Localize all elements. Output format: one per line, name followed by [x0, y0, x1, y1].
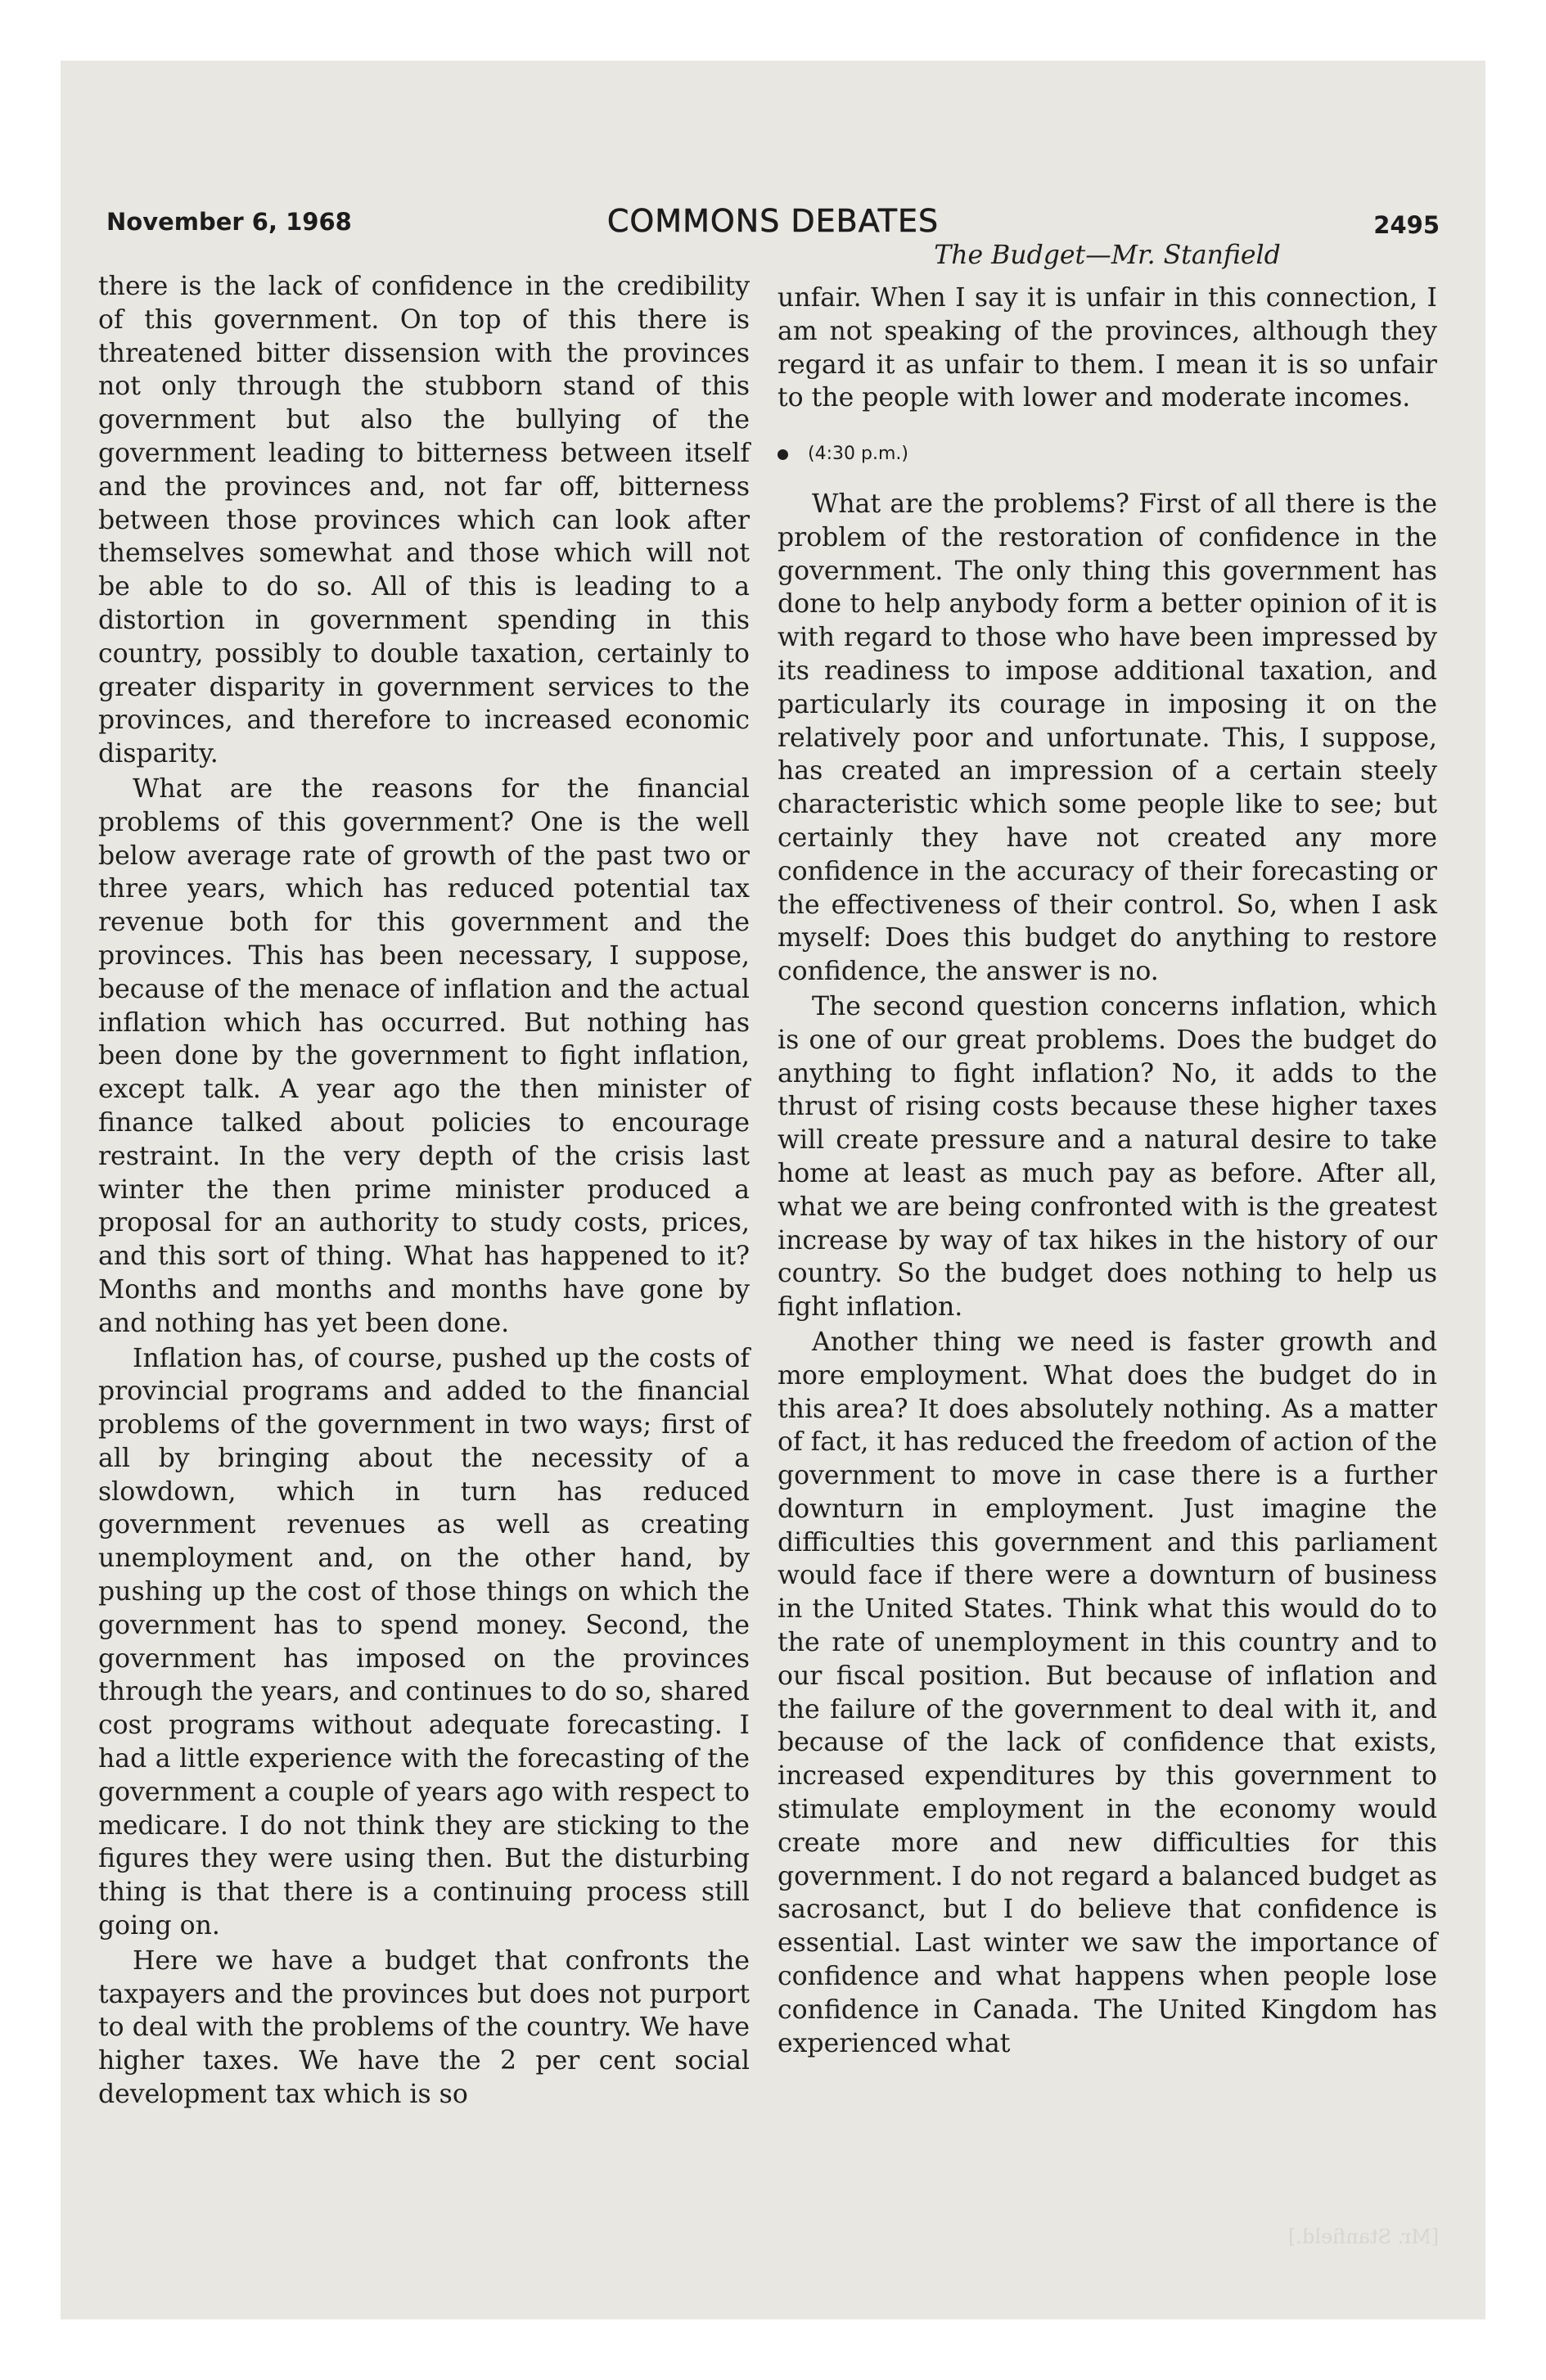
- paragraph: Here we have a budget that confronts the taxpayers and the provinces but does not purport to deal with the problems of the country. We have higher taxes. We have the 2 per cent social development tax which is so: [98, 1945, 750, 2110]
- page-header: [106, 203, 1440, 241]
- timestamp-text: (4:30 p.m.): [808, 444, 908, 465]
- paragraph: there is the lack of confidence in the credibility of this government. On top of this there is threatened bitter dissension with the provinces not only through the stubborn stand of this government but also the bullying of the government leading to bitterness between itself and the provinces and, not far off, bitterness between those provinces which can look after themselves somewhat and those which will not be able to do so. All of this is leading to a distortion in government spending in this country, possibly to double taxation, certainly to greater disparity in government services to the provinces, and therefore to increased economic disparity.: [98, 272, 750, 769]
- paragraph: What are the reasons for the financial problems of this government? One is the well below average rate of growth of the past two or three years, which has reduced potential tax revenue both for this government and the provinces. This has been necessary, I suppose, because of the menace of inflation and the actual inflation which has occurred. But nothing has been done by the government to fight inflation, except talk. A year ago the then minister of finance talked about policies to encourage restraint. In the very depth of the crisis last winter the then prime minister produced a proposal for an authority to study costs, prices, and this sort of thing. What has happened to it? Months and months and months have gone by and nothing has yet been done.: [98, 773, 750, 1338]
- show-through-text: [Mr. Stanfield.]: [1288, 2225, 1440, 2248]
- paragraph: What are the problems? First of all there is the problem of the restoration of confidence in the government. The only thing this government has done to help anybody form a better opinion of it is with regard to those who have been impressed by its readiness to impose additional taxation, and particularly its courage in imposing it on the relatively poor and unfortunate. This, I suppose, has created an impression of a certain steely characteristic which some people like to see; but certainly they have not created any more confidence in the accuracy of their forecasting or the effectiveness of their control. So, when I ask myself: Does this budget do anything to restore confidence, the answer is no.: [778, 489, 1437, 987]
- time-marker: [778, 438, 1437, 471]
- publication-title: COMMONS DEBATES: [606, 203, 940, 239]
- paragraph: unfair. When I say it is unfair in this connection, I am not speaking of the provinces, although they regard it as unfair to them. I mean it is so unfair to the people with lower and moderate incomes.: [778, 283, 1437, 413]
- header-date: November 6, 1968: [106, 208, 352, 236]
- paragraph: Another thing we need is faster growth and more employment. What does the budget do in this area? It does absolutely nothing. As a matter of fact, it has reduced the freedom of action of the government to move in case there is a further downturn in employment. Just imagine the difficulties this government and this parliament would face if there were a downturn of business in the United States. Think what this would do to the rate of unemployment in this country and to our fiscal position. But because of inflation and the failure of the government to deal with it, and because of the lack of confidence that exists, increased expenditures by this government to stimulate employment in the economy would create more and new difficulties for this government. I do not regard a balanced budget as sacrosanct, but I do believe that confidence is essential. Last winter we saw the importance of confidence and what happens when people lose confidence in Canada. The United Kingdom has experienced what: [778, 1327, 1437, 2058]
- bullet-icon: [778, 449, 788, 460]
- scanned-page: [61, 61, 1485, 2319]
- right-column: [778, 282, 1437, 2062]
- paragraph: The second question concerns inflation, which is one of our great problems. Does the budget do anything to fight inflation? No, it adds to the thrust of rising costs because these higher taxes will create pressure and a natural desire to take home at least as much pay as before. After all, what we are being confronted with is the greatest increase by way of tax hikes in the history of our country. So the budget does nothing to help us fight inflation.: [778, 991, 1437, 1323]
- paragraph: Inflation has, of course, pushed up the costs of provincial programs and added to the financial problems of the government in two ways; first of all by bringing about the necessity of a slowdown, which in turn has reduced government revenues as well as creating unemployment and, on the other hand, by pushing up the cost of those things on which the government has to spend money. Second, the government has imposed on the provinces through the years, and continues to do so, shared cost programs without adequate forecasting. I had a little experience with the forecasting of the government a couple of years ago with respect to medicare. I do not think they are sticking to the figures they were using then. But the disturbing thing is that there is a continuing process still going on.: [98, 1343, 750, 1941]
- page-number: 2495: [1373, 211, 1440, 239]
- running-head: The Budget—Mr. Stanfield: [934, 241, 1281, 270]
- left-column: [98, 270, 750, 2113]
